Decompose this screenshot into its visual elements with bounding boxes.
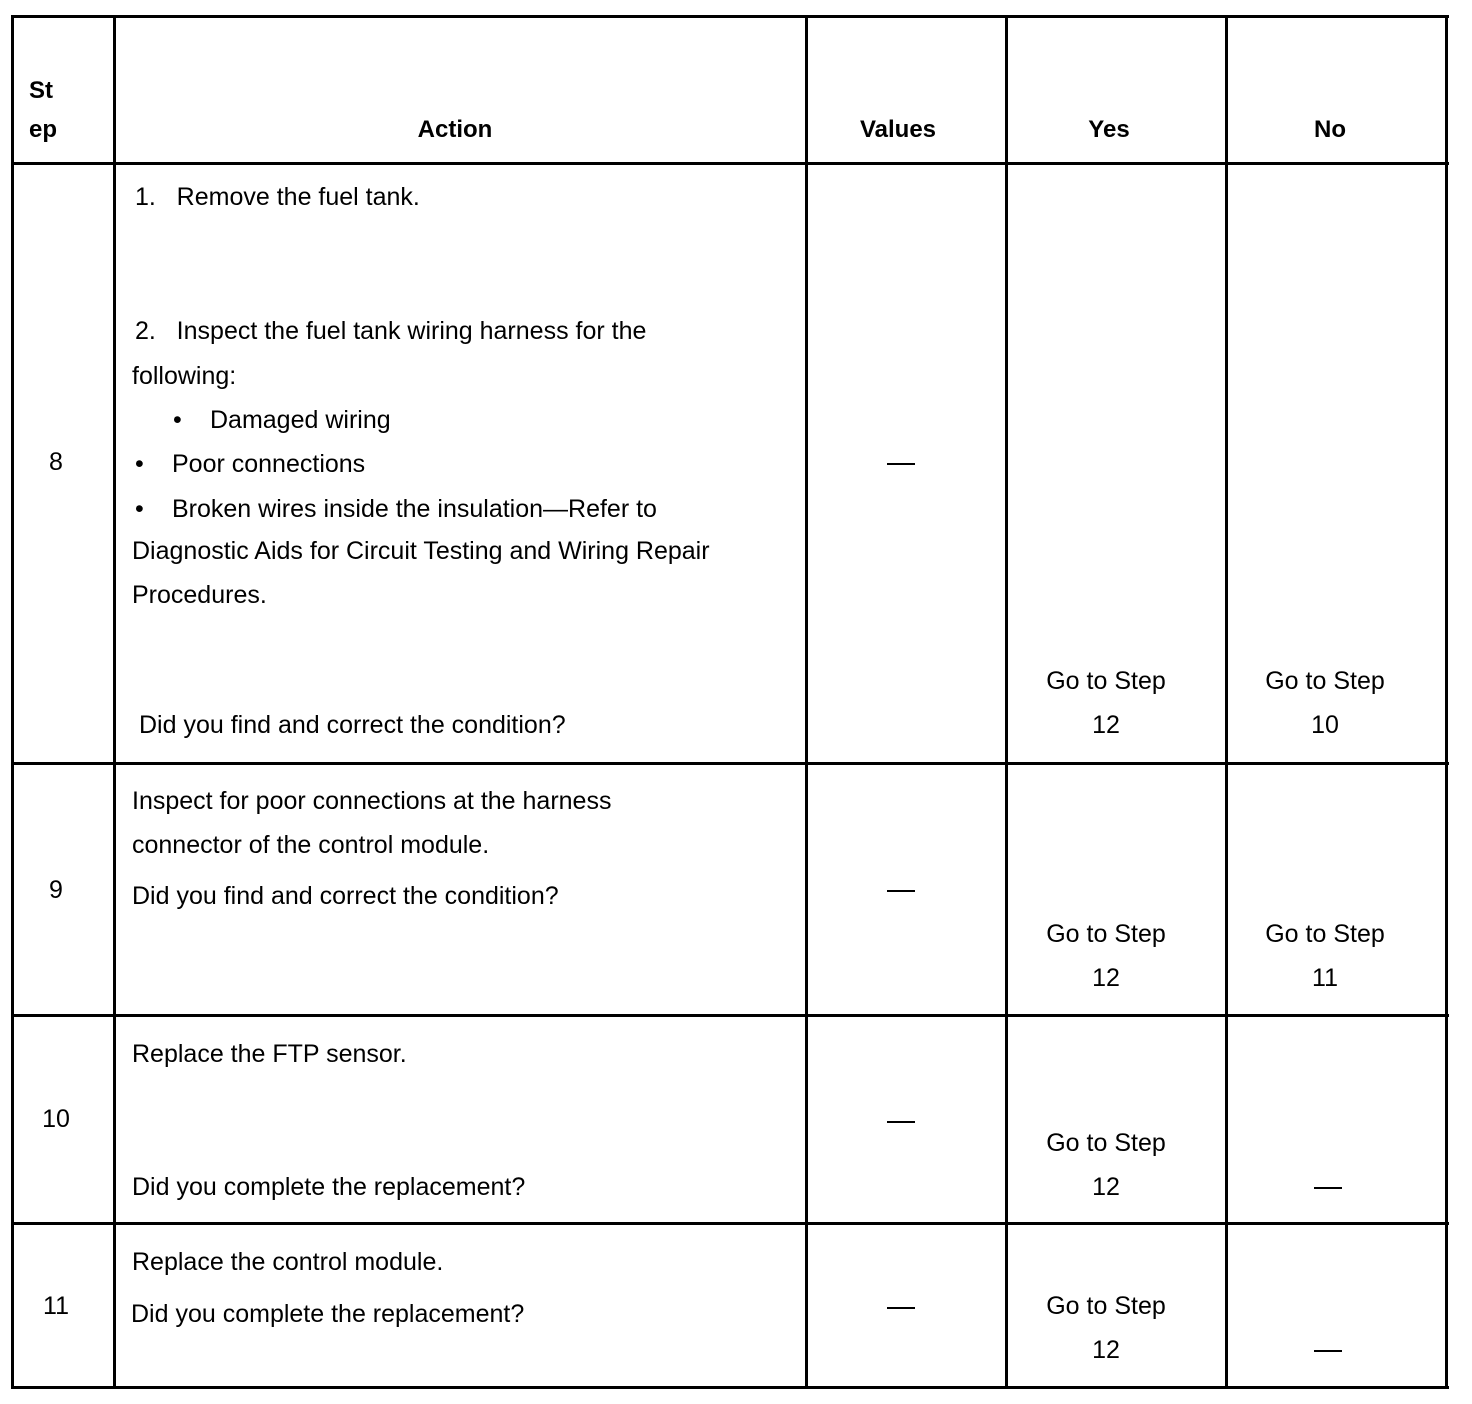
step-number: 9 [49,876,63,904]
column-divider [1005,15,1008,1389]
action-text: Procedures. [132,581,267,609]
no-dash [1314,1187,1342,1189]
step-number: 10 [42,1105,70,1133]
header-values: Values [859,116,937,143]
bullet-icon: • [173,406,182,434]
action-text: connector of the control module. [132,831,490,859]
values-dash [887,890,915,892]
no-result: 11 [1312,964,1338,992]
action-text: Diagnostic Aids for Circuit Testing and Wiring Repair [132,537,710,565]
bullet-icon: • [135,450,144,478]
no-result: Go to Step [1265,667,1385,695]
action-question: Did you find and correct the condition? [132,882,559,910]
action-text: Poor connections [172,450,366,478]
step-number: 8 [49,448,63,476]
action-question: Did you find and correct the condition? [139,711,566,739]
header-yes: Yes [1088,116,1130,143]
table-border-left [11,15,14,1389]
yes-result: 12 [1092,964,1120,992]
yes-result: 12 [1092,1336,1120,1364]
column-divider [113,15,116,1389]
header-no: No [1314,116,1346,143]
values-dash [887,1307,915,1309]
values-dash [887,1121,915,1123]
action-question: Did you complete the replacement? [132,1173,526,1201]
row-divider [11,1222,1449,1225]
yes-result: Go to Step [1046,1292,1166,1320]
header-step: ep [29,116,58,143]
step-number: 11 [43,1292,69,1320]
bullet-icon: • [135,495,144,523]
no-dash [1314,1350,1342,1352]
yes-result: 12 [1092,1173,1120,1201]
action-text: Inspect for poor connections at the harness [132,787,612,815]
no-result: Go to Step [1265,920,1385,948]
action-text: Damaged wiring [210,406,391,434]
action-text: Replace the FTP sensor. [132,1040,407,1068]
yes-result: Go to Step [1046,920,1166,948]
header-action: Action [417,116,493,143]
action-text: Replace the control module. [132,1248,444,1276]
no-result: 10 [1311,711,1339,739]
action-text: 1. Remove the fuel tank. [135,183,420,211]
values-dash [887,463,915,465]
yes-result: 12 [1092,711,1120,739]
action-text: Broken wires inside the insulation—Refer to [172,495,657,523]
column-divider [805,15,808,1389]
action-text: following: [132,362,237,390]
yes-result: Go to Step [1046,1129,1166,1157]
table-border-bottom [11,1386,1449,1389]
table-border-top [11,15,1449,18]
header-step: St [29,77,53,104]
row-divider [11,1014,1449,1017]
action-question: Did you complete the replacement? [131,1300,525,1328]
header-divider [11,162,1449,165]
column-divider [1225,15,1228,1389]
yes-result: Go to Step [1046,667,1166,695]
row-divider [11,762,1449,765]
table-border-right [1445,15,1448,1389]
action-text: 2. Inspect the fuel tank wiring harness for the [135,317,647,345]
